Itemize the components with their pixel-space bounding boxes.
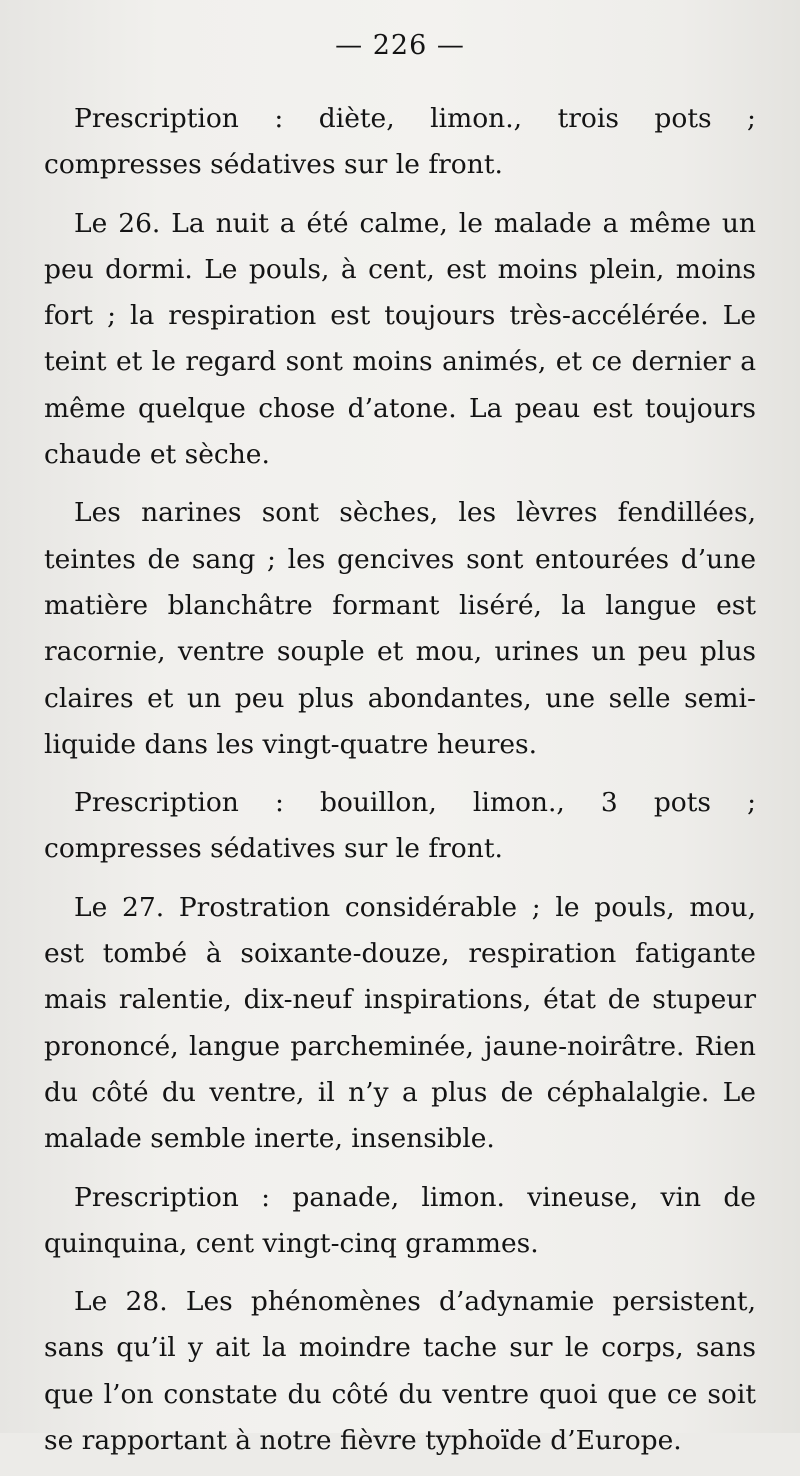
paragraph-day-28: Le 28. Les phénomènes d’adynamie persistent, sans qu’il y ait la moindre tache sur le corps, sans que l’on constate du côté du ventre quoi que ce soit se rapportant à notre fièvre typhoïde d’Europe. (44, 1286, 756, 1457)
paragraph-day-27: Le 27. Prostration considérable ; le pouls, mou, est tombé à soixante-douze, respiration fatigante mais ralentie, dix-neuf inspirations, état de stupeur prononcé, langue parcheminée, jaune-noirâtre. Rien du côté du ventre, il n’y a plus de céphalalgie. Le malade semble inerte, insensible. (44, 891, 756, 1155)
paragraph-prescription-1: Prescription : diète, limon., trois pots ; compresses sédatives sur le front. (44, 103, 756, 181)
paragraph-prescription-3: Prescription : panade, limon. vineuse, vin de quinquina, cent vingt-cinq grammes. (44, 1181, 756, 1259)
paragraph-day-26: Le 26. La nuit a été calme, le malade a même un peu dormi. Le pouls, à cent, est moins plein, moins fort ; la respiration est toujours très-accélérée. Le teint et le regard sont moins animés, et ce dernier a même quelque chose d’atone. La peau est toujours chaude et sèche. (44, 207, 756, 471)
page-body (44, 96, 756, 1476)
paragraph-symptoms: Les narines sont sèches, les lèvres fendillées, teintes de sang ; les gencives sont entourées d’une matière blanchâtre formant liséré, la langue est racornie, ventre souple et mou, urines un peu plus claires et un peu plus abondantes, une selle semi-liquide dans les vingt-quatre heures. (44, 497, 756, 760)
page-number: — 226 — (335, 30, 465, 61)
paragraph-prescription-2: Prescription : bouillon, limon., 3 pots ; compresses sédatives sur le front. (44, 787, 756, 865)
